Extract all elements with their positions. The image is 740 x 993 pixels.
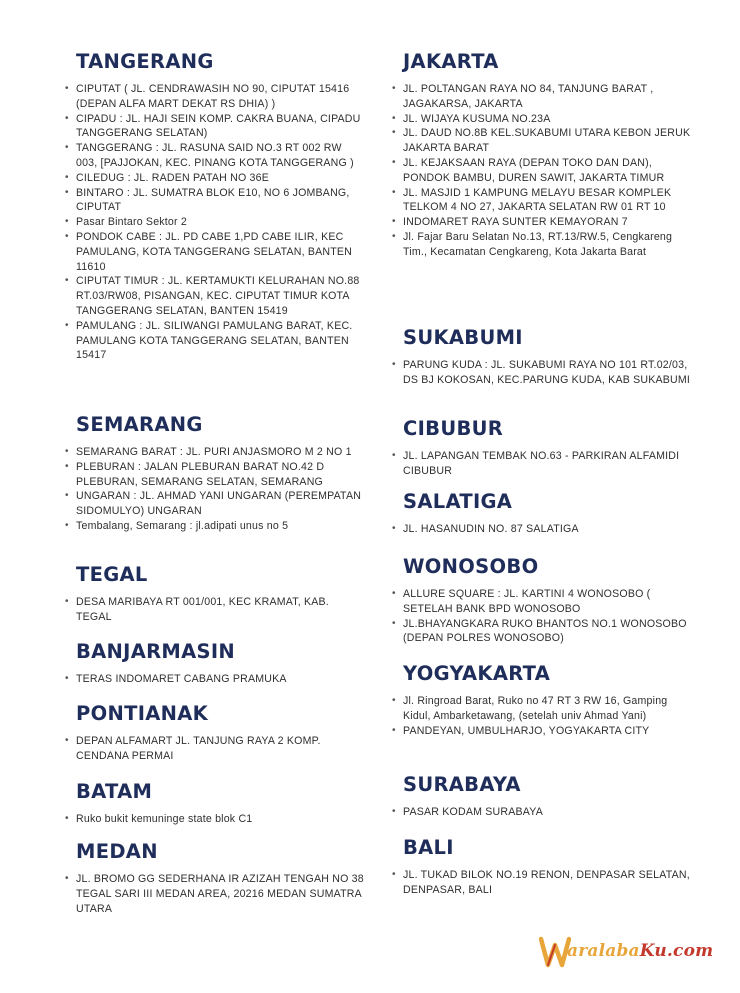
section-tegal: [76, 563, 366, 625]
address-list: [403, 522, 693, 537]
address-list: [76, 872, 366, 916]
city-heading: CIBUBUR: [403, 417, 504, 440]
list-item: • ALLURE SQUARE : JL. KARTINI 4 WONOSOBO ( SETELAH BANK BPD WONOSOBO: [403, 587, 693, 617]
address-list: [76, 82, 366, 363]
list-item: • JL. HASANUDIN NO. 87 SALATIGA: [403, 522, 693, 537]
list-item: • Tembalang, Semarang : jl.adipati unus no 5: [76, 519, 366, 534]
address-list: [403, 868, 693, 898]
list-item: • JL.BHAYANGKARA RUKO BHANTOS NO.1 WONOSOBO (DEPAN POLRES WONOSOBO): [403, 617, 693, 647]
list-item: • PLEBURAN : JALAN PLEBURAN BARAT NO.42 D PLEBURAN, SEMARANG SELATAN, SEMARANG: [76, 460, 366, 490]
city-heading: TANGERANG: [76, 50, 214, 73]
list-item: • INDOMARET RAYA SUNTER KEMAYORAN 7: [403, 215, 693, 230]
waralabaku-watermark: [539, 931, 714, 971]
city-heading: YOGYAKARTA: [403, 662, 551, 685]
list-item: • PASAR KODAM SURABAYA: [403, 805, 693, 820]
watermark-text-main: aralaba: [567, 941, 640, 961]
list-item: • JL. MASJID 1 KAMPUNG MELAYU BESAR KOMPLEK TELKOM 4 NO 27, JAKARTA SELATAN RW 01 RT 10: [403, 186, 693, 216]
section-surabaya: [403, 773, 693, 820]
list-item: • JL. DAUD NO.8B KEL.SUKABUMI UTARA KEBON JERUK JAKARTA BARAT: [403, 126, 693, 156]
city-heading: TEGAL: [76, 563, 148, 586]
city-heading: SUKABUMI: [403, 326, 523, 349]
list-item: • Ruko bukit kemuninge state blok C1: [76, 812, 366, 827]
list-item: • UNGARAN : JL. AHMAD YANI UNGARAN (PEREMPATAN SIDOMULYO) UNGARAN: [76, 489, 366, 519]
list-item: • PONDOK CABE : JL. PD CABE 1,PD CABE ILIR, KEC PAMULANG, KOTA TANGGERANG SELATAN, BANTEN 11610: [76, 230, 366, 274]
section-semarang: [76, 413, 366, 534]
city-heading: WONOSOBO: [403, 555, 539, 578]
city-heading: SALATIGA: [403, 490, 513, 513]
section-sukabumi: [403, 326, 693, 388]
city-heading: BATAM: [76, 780, 153, 803]
section-batam: [76, 780, 366, 827]
list-item: • JL. TUKAD BILOK NO.19 RENON, DENPASAR SELATAN, DENPASAR, BALI: [403, 868, 693, 898]
section-banjarmasin: [76, 640, 366, 687]
section-bali: [403, 836, 693, 898]
address-list: [403, 82, 693, 260]
list-item: • PARUNG KUDA : JL. SUKABUMI RAYA NO 101 RT.02/03, DS BJ KOKOSAN, KEC.PARUNG KUDA, KAB SUKABUMI: [403, 358, 693, 388]
list-item: • Jl. Fajar Baru Selatan No.13, RT.13/RW.5, Cengkareng Tim., Kecamatan Cengkareng, Kota Jakarta Barat: [403, 230, 693, 260]
city-heading: SEMARANG: [76, 413, 203, 436]
section-yogyakarta: [403, 662, 693, 738]
address-list: [403, 694, 693, 738]
list-item: • DESA MARIBAYA RT 001/001, KEC KRAMAT, KAB. TEGAL: [76, 595, 366, 625]
list-item: • CILEDUG : JL. RADEN PATAH NO 36E: [76, 171, 366, 186]
city-heading: JAKARTA: [403, 50, 499, 73]
list-item: • BINTARO : JL. SUMATRA BLOK E10, NO 6 JOMBANG, CIPUTAT: [76, 186, 366, 216]
list-item: • DEPAN ALFAMART JL. TANJUNG RAYA 2 KOMP. CENDANA PERMAI: [76, 734, 366, 764]
list-item: • CIPUTAT ( JL. CENDRAWASIH NO 90, CIPUTAT 15416 (DEPAN ALFA MART DEKAT RS DHIA) ): [76, 82, 366, 112]
list-item: • JL. LAPANGAN TEMBAK NO.63 - PARKIRAN ALFAMIDI CIBUBUR: [403, 449, 693, 479]
address-list: [403, 358, 693, 388]
address-list: [76, 445, 366, 534]
city-heading: MEDAN: [76, 840, 158, 863]
city-heading: SURABAYA: [403, 773, 521, 796]
city-heading: BANJARMASIN: [76, 640, 236, 663]
city-heading: BALI: [403, 836, 454, 859]
list-item: • CIPADU : JL. HAJI SEIN KOMP. CAKRA BUANA, CIPADU TANGGERANG SELATAN): [76, 112, 366, 142]
address-list: [76, 734, 366, 764]
section-jakarta: [403, 50, 693, 260]
list-item: • PAMULANG : JL. SILIWANGI PAMULANG BARAT, KEC. PAMULANG KOTA TANGGERANG SELATAN, BANTEN 15417: [76, 319, 366, 363]
list-item: • TANGGERANG : JL. RASUNA SAID NO.3 RT 002 RW 003, [PAJJOKAN, KEC. PINANG KOTA TANGGERANG ): [76, 141, 366, 171]
section-medan: [76, 840, 366, 916]
list-item: • CIPUTAT TIMUR : JL. KERTAMUKTI KELURAHAN NO.88 RT.03/RW08, PISANGAN, KEC. CIPUTAT TIMUR KOTA TANGGERANG SELATAN, BANTEN 15419: [76, 274, 366, 318]
address-list: [403, 805, 693, 820]
section-cibubur: [403, 417, 693, 479]
section-pontianak: [76, 702, 366, 764]
address-list: [403, 449, 693, 479]
list-item: • JL. BROMO GG SEDERHANA IR AZIZAH TENGAH NO 38 TEGAL SARI III MEDAN AREA, 20216 MEDAN SUMATRA UTARA: [76, 872, 366, 916]
list-item: • JL. KEJAKSAAN RAYA (DEPAN TOKO DAN DAN), PONDOK BAMBU, DUREN SAWIT, JAKARTA TIMUR: [403, 156, 693, 186]
watermark-text: [567, 941, 713, 961]
section-tangerang: [76, 50, 366, 363]
list-item: • Jl. Ringroad Barat, Ruko no 47 RT 3 RW 16, Gamping Kidul, Ambarketawang, (setelah univ Ahmad Yani): [403, 694, 693, 724]
address-list: [403, 587, 693, 646]
city-heading: PONTIANAK: [76, 702, 209, 725]
watermark-text-suffix: Ku.com: [639, 941, 714, 961]
list-item: • TERAS INDOMARET CABANG PRAMUKA: [76, 672, 366, 687]
list-item: • JL. WIJAYA KUSUMA NO.23A: [403, 112, 693, 127]
section-wonosobo: [403, 555, 693, 646]
list-item: • Pasar Bintaro Sektor 2: [76, 215, 366, 230]
list-item: • JL. POLTANGAN RAYA NO 84, TANJUNG BARAT , JAGAKARSA, JAKARTA: [403, 82, 693, 112]
list-item: • SEMARANG BARAT : JL. PURI ANJASMORO M 2 NO 1: [76, 445, 366, 460]
section-salatiga: [403, 490, 693, 537]
address-list: [76, 812, 366, 827]
address-list: [76, 672, 366, 687]
list-item: • PANDEYAN, UMBULHARJO, YOGYAKARTA CITY: [403, 724, 693, 739]
address-list: [76, 595, 366, 625]
